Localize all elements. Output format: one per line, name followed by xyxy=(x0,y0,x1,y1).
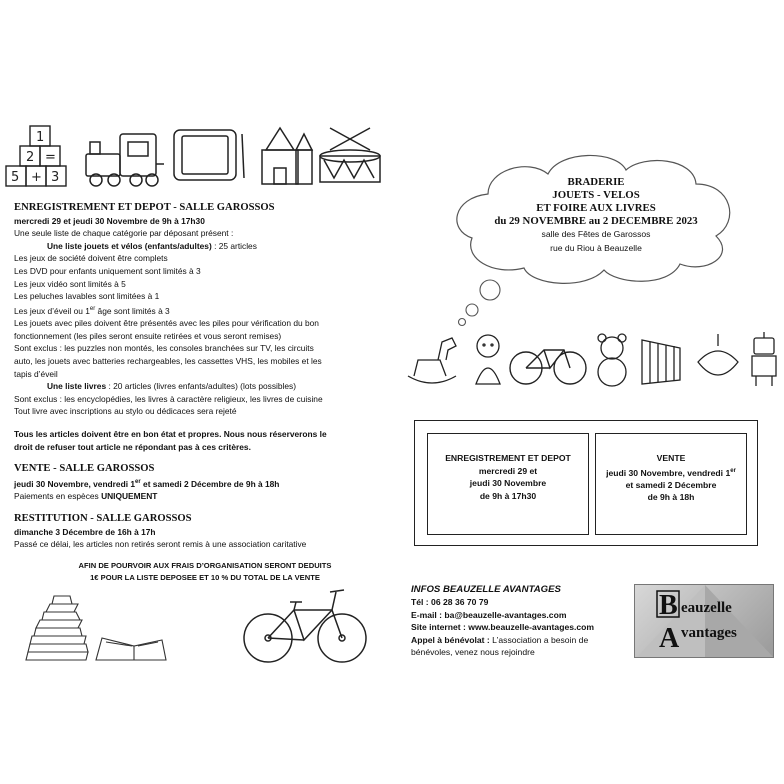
registration-section xyxy=(14,202,390,418)
volunteer-text: L’association a besoin de xyxy=(489,634,589,645)
registration-box-line: mercredi 29 et xyxy=(478,465,538,476)
svg-text:B: B xyxy=(659,590,678,621)
restitution-section xyxy=(14,513,390,551)
rule-item: Les jeux de société doivent être complets xyxy=(14,253,168,264)
registration-heading: ENREGISTREMENT ET DEPOT - SALLE GAROSSOS xyxy=(14,202,275,213)
payment-text: Paiements en espèces xyxy=(14,490,102,501)
info-site[interactable]: Site internet : www.beauzelle-avantages.com xyxy=(411,622,595,633)
sale-dates-text: jeudi 30 Novembre, vendredi 1 xyxy=(14,478,136,489)
restitution-note: Passé ce délai, les articles non retirés seront remis à une association caritative xyxy=(14,539,307,550)
info-title: INFOS BEAUZELLE AVANTAGES xyxy=(411,584,561,595)
registration-box xyxy=(427,433,589,535)
batteries-line: fonctionnement (les piles seront ensuite retirées et vous seront remises) xyxy=(14,330,282,341)
registration-intro: Une seule liste de chaque catégorie par déposant présent : xyxy=(14,228,234,239)
condition-line: Tous les articles doivent être en bon état et propres. Nous nous réserverons le xyxy=(14,429,327,439)
excluded-line: tapis d’éveil xyxy=(14,368,58,379)
rule-item: Les jeux vidéo sont limités à 5 xyxy=(14,278,126,289)
rule-item: Les peluches lavables sont limitées à 1 xyxy=(14,291,160,302)
train-icon xyxy=(86,134,164,186)
sale-dates xyxy=(14,476,390,490)
books-excluded-line: Sont exclus : les encyclopédies, les livres à caractère religieux, les livres de cuisine xyxy=(14,393,323,404)
restitution-heading: RESTITUTION - SALLE GAROSSOS xyxy=(14,513,192,524)
registration-dates: mercredi 29 et jeudi 30 Novembre de 9h à 17h30 xyxy=(14,215,205,226)
info-email[interactable]: E-mail : ba@beauzelle-avantages.com xyxy=(411,609,567,620)
excluded-line: auto, les jouets avec batteries rechargeables, les cassettes VHS, les mobiles et les xyxy=(14,355,322,366)
cloud-text xyxy=(458,176,734,255)
logo-graphic xyxy=(635,585,774,658)
books-list-line xyxy=(14,380,390,393)
xylophone-icon xyxy=(642,340,680,384)
contact-info xyxy=(411,584,631,658)
event-subtitle: ET FOIRE AUX LIVRES xyxy=(536,202,656,214)
rocking-horse-icon xyxy=(408,338,456,383)
sale-dates-text-end: et samedi 2 Décembre de 9h à 18h xyxy=(140,478,280,489)
excluded-line: Sont exclus : les puzzles non montés, les consoles branchées sur TV, les circuits xyxy=(14,343,314,354)
fees-line: 1€ POUR LA LISTE DEPOSEE ET 10 % DU TOTAL DE LA VENTE xyxy=(90,572,320,582)
volunteer-line xyxy=(411,634,631,646)
event-address: rue du Riou à Beauzelle xyxy=(550,242,642,253)
schedule-boxes xyxy=(414,420,758,546)
toys-list-label: Une liste jouets et vélos (enfants/adultes) xyxy=(47,240,212,251)
svg-text:A: A xyxy=(659,623,680,654)
sale-box-line: et samedi 2 Décembre xyxy=(625,479,717,490)
batteries-line: Les jouets avec piles doivent être présentés avec les piles pour vérification du bon xyxy=(14,318,319,329)
registration-box-line: jeudi 30 Novembre xyxy=(469,478,547,488)
svg-text:3: 3 xyxy=(51,170,60,185)
beauzelle-avantages-logo xyxy=(634,584,774,658)
books-excluded-line: Tout livre avec inscriptions au stylo ou dédicaces sera rejeté xyxy=(14,406,237,417)
svg-text:vantages: vantages xyxy=(681,625,737,641)
sale-box-line: de 9h à 18h xyxy=(647,492,695,503)
registration-box-line: de 9h à 17h30 xyxy=(479,490,537,501)
payment-line xyxy=(14,490,390,503)
event-title: BRADERIE xyxy=(567,176,625,188)
svg-text:1: 1 xyxy=(36,130,45,145)
books-list-count: : 20 articles (livres enfants/adultes) (lots possibles) xyxy=(106,381,297,392)
sale-heading: VENTE - SALLE GAROSSOS xyxy=(14,463,155,474)
sale-section xyxy=(14,463,390,503)
sale-box-title: VENTE xyxy=(656,453,686,463)
condition-note xyxy=(14,428,390,453)
sale-dates-sup: er xyxy=(135,478,141,485)
svg-text:5: 5 xyxy=(11,170,20,185)
svg-text:=: = xyxy=(45,150,56,165)
teddy-bear-icon xyxy=(598,334,626,386)
sale-box-sup: er xyxy=(730,467,736,474)
restitution-dates: dimanche 3 Décembre de 16h à 17h xyxy=(14,526,156,537)
registration-box-title: ENREGISTREMENT ET DEPOT xyxy=(445,453,571,463)
robot-icon xyxy=(752,332,776,386)
rule-eveil-sup: er xyxy=(89,305,96,312)
blocks-icon xyxy=(6,126,66,186)
rule-eveil-text: Les jeux d’éveil ou 1 xyxy=(14,305,90,316)
toys-list-count: : 25 articles xyxy=(211,240,257,251)
event-dates: du 29 NOVEMBRE au 2 DECEMBRE 2023 xyxy=(494,215,698,227)
books-illustration xyxy=(16,584,176,664)
books-list-label: Une liste livres xyxy=(47,381,107,392)
sale-box xyxy=(595,433,747,535)
rule-item: Les DVD pour enfants uniquement sont limités à 3 xyxy=(14,265,201,276)
volunteer-line: bénévoles, venez nous rejoindre xyxy=(411,647,535,658)
spinning-top-icon xyxy=(698,334,738,375)
mid-icons-row xyxy=(404,330,780,390)
rule-eveil xyxy=(14,303,390,317)
rule-eveil-text-end: âge sont limités à 3 xyxy=(95,305,170,316)
svg-text:+: + xyxy=(31,170,42,185)
drum-icon xyxy=(320,128,380,182)
svg-text:2: 2 xyxy=(26,150,35,165)
bicycle-icon xyxy=(510,350,586,384)
tablet-icon xyxy=(174,130,244,180)
sale-box-line xyxy=(596,465,746,479)
sale-box-text: jeudi 30 Novembre, vendredi 1 xyxy=(606,467,731,478)
doll-icon xyxy=(476,335,500,384)
svg-text:eauzelle: eauzelle xyxy=(681,600,732,616)
event-venue: salle des Fêtes de Garossos xyxy=(541,229,651,239)
castle-icon xyxy=(262,128,312,184)
fees-line: AFIN DE POURVOIR AUX FRAIS D’ORGANISATION SERONT DEDUITS xyxy=(78,561,332,570)
volunteer-label: Appel à bénévolat : xyxy=(411,634,490,645)
top-icons-row xyxy=(4,124,384,190)
event-subtitle: JOUETS - VELOS xyxy=(552,189,640,201)
info-tel[interactable]: Tél : 06 28 36 70 79 xyxy=(411,597,489,608)
toys-list-line xyxy=(14,240,390,253)
payment-bold: UNIQUEMENT xyxy=(101,490,158,501)
bicycle-illustration xyxy=(240,580,370,664)
condition-line: droit de refuser tout article ne répondant pas à ces critères. xyxy=(14,441,251,452)
